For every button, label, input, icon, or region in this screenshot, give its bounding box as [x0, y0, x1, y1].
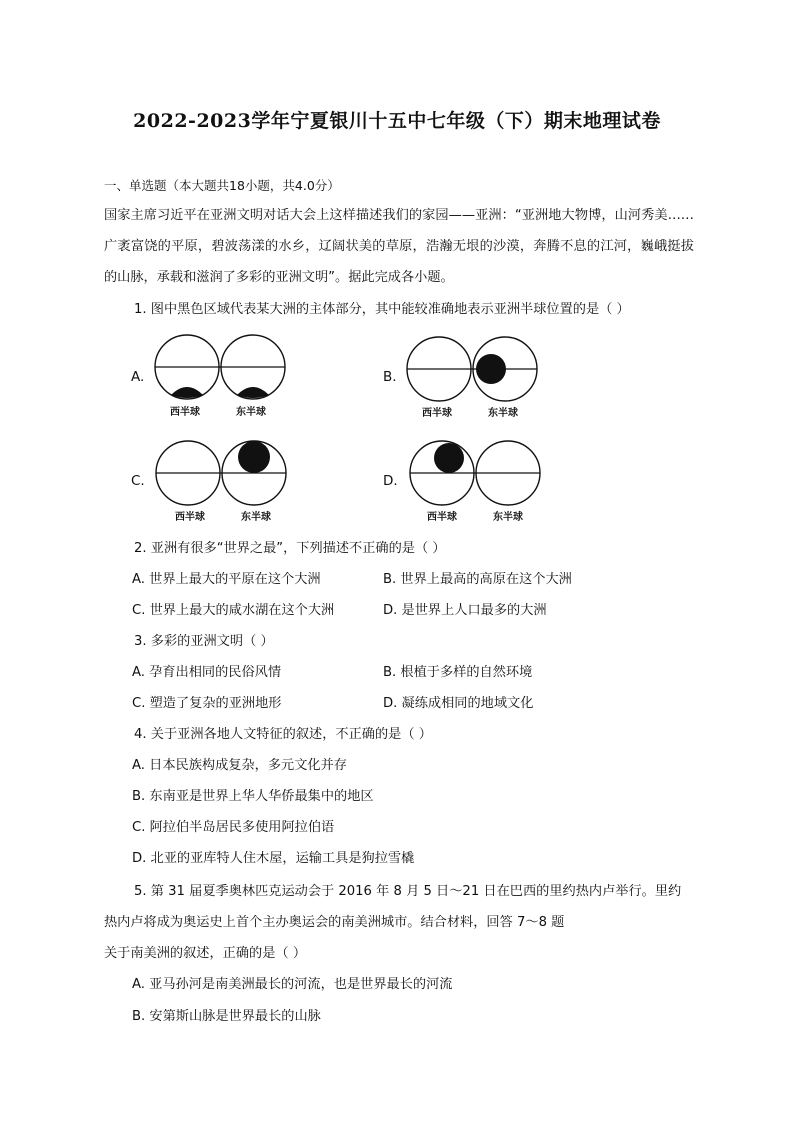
question-5-line-2: 热内卢将成为奥运史上首个主办奥运会的南美洲城市。结合材料，回答 7～8 题: [104, 915, 565, 930]
intro-paragraph: 国家主席习近平在亚洲文明对话大会上这样描述我们的家园——亚洲：“亚洲地大物博，山河秀美……广袤富饶的平原，碧波荡漾的水乡，辽阔状美的草原，浩瀚无垠的沙漠，奔腾不息的江河，巍峨挺拔的山脉，承载和滋润了多彩的亚洲文明”。据此完成各小题。: [104, 208, 694, 285]
q5-option-b: B. 安第斯山脉是世界最长的山脉: [132, 1009, 321, 1024]
west-hemisphere-label: 西半球: [175, 512, 205, 523]
q1-option-c-label: C.: [131, 473, 145, 489]
q4-option-d: D. 北亚的亚库特人住木屋，运输工具是狗拉雪橇: [132, 851, 415, 866]
east-hemisphere-label: 东半球: [236, 407, 266, 418]
q3-option-c: C. 塑造了复杂的亚洲地形: [132, 696, 282, 711]
q2-option-c: C. 世界上最大的咸水湖在这个大洲: [132, 603, 335, 618]
q2-option-b: B. 世界上最高的高原在这个大洲: [383, 572, 572, 587]
q3-option-d: D. 凝练成相同的地域文化: [383, 696, 534, 711]
continent-shape: [476, 354, 506, 384]
east-hemisphere-label: 东半球: [488, 408, 518, 419]
q1-option-a-diagram: [154, 334, 284, 422]
question-5-line-1: 5. 第 31 届夏季奥林匹克运动会于 2016 年 8 月 5 日～21 日在巴西的里约热内卢举行。里约: [134, 884, 682, 899]
west-hemisphere-label: 西半球: [427, 512, 457, 523]
q1-option-b-diagram: [406, 336, 536, 424]
question-1-stem: 1. 图中黑色区域代表某大洲的主体部分，其中能较准确地表示亚洲半球位置的是（ ）: [134, 302, 630, 317]
q2-option-d: D. 是世界上人口最多的大洲: [383, 603, 547, 618]
west-hemisphere-label: 西半球: [422, 408, 452, 419]
question-2-stem: 2. 亚洲有很多“世界之最”，下列描述不正确的是（ ）: [134, 541, 446, 556]
q4-option-c: C. 阿拉伯半岛居民多使用阿拉伯语: [132, 820, 335, 835]
question-5-line-3: 关于南美洲的叙述，正确的是（ ）: [104, 946, 307, 961]
q4-option-a: A. 日本民族构成复杂，多元文化并存: [132, 758, 347, 773]
q1-option-b-label: B.: [383, 369, 397, 385]
page-title: 2022-2023学年宁夏银川十五中七年级（下）期末地理试卷: [133, 110, 661, 132]
q1-option-c-diagram: [155, 440, 285, 528]
q3-option-b: B. 根植于多样的自然环境: [383, 665, 533, 680]
q2-option-a: A. 世界上最大的平原在这个大洲: [132, 572, 321, 587]
east-hemisphere-label: 东半球: [493, 512, 523, 523]
q1-option-a-label: A.: [131, 369, 145, 385]
east-hemisphere-label: 东半球: [241, 512, 271, 523]
q5-option-a: A. 亚马孙河是南美洲最长的河流，也是世界最长的河流: [132, 977, 453, 992]
question-3-stem: 3. 多彩的亚洲文明（ ）: [134, 634, 274, 649]
question-4-stem: 4. 关于亚洲各地人文特征的叙述，不正确的是（ ）: [134, 727, 432, 742]
q3-option-a: A. 孕育出相同的民俗风情: [132, 665, 282, 680]
q4-option-b: B. 东南亚是世界上华人华侨最集中的地区: [132, 789, 374, 804]
q1-option-d-label: D.: [383, 473, 398, 489]
q1-option-d-diagram: [409, 440, 539, 528]
continent-shape: [238, 441, 270, 473]
continent-shape: [434, 443, 464, 473]
west-hemisphere-label: 西半球: [170, 407, 200, 418]
section-heading: 一、单选题（本大题共18小题，共4.0分）: [104, 178, 340, 193]
